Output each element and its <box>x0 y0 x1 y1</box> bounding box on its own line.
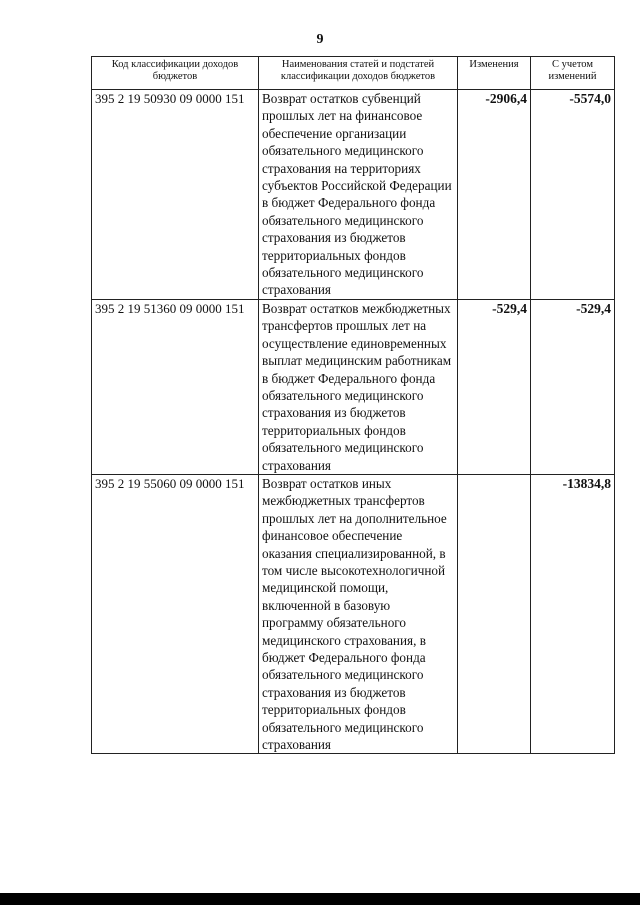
row-total: -529,4 <box>531 299 615 474</box>
row-code: 395 2 19 55060 09 0000 151 <box>92 474 259 754</box>
table-row <box>92 90 615 300</box>
row-name: Возврат остатков межбюджетных трансфертов прошлых лет на осуществление единовременных выплат медицинским работникам в бюджет Федерального фонда обязательного медицинского страхования из бюджетов территориальных фондов обязательного медицинского страхования <box>259 299 458 474</box>
row-total: -5574,0 <box>531 90 615 300</box>
row-change <box>458 474 531 754</box>
row-name: Возврат остатков субвенций прошлых лет на финансовое обеспечение организации обязательного медицинского страхования на территориях субъектов Российской Федерации в бюджет Федерального фонда обязательного медицинского страхования из бюджетов территориальных фондов обязательного медицинского страхования <box>259 90 458 300</box>
row-change: -529,4 <box>458 299 531 474</box>
table-row <box>92 299 615 474</box>
row-name: Возврат остатков иных межбюджетных трансфертов прошлых лет на дополнительное финансовое обеспечение оказания специализированной, в том числе высокотехнологичной медицинской помощи, включенной в базовую программу обязательного медицинского страхования, в бюджет Федерального фонда обязательного медицинского страхования из бюджетов территориальных фондов обязательного медицинского страхования <box>259 474 458 754</box>
header-code: Код классификации доходов бюджетов <box>92 57 259 90</box>
page-number: 9 <box>316 32 324 47</box>
row-total: -13834,8 <box>531 474 615 754</box>
table-header-row <box>92 57 615 90</box>
budget-revenue-table <box>91 56 615 754</box>
header-total: С учетом изменений <box>531 57 615 90</box>
header-name: Наименования статей и подстатей классификации доходов бюджетов <box>259 57 458 90</box>
header-change: Изменения <box>458 57 531 90</box>
table-row <box>92 474 615 754</box>
row-code: 395 2 19 50930 09 0000 151 <box>92 90 259 300</box>
scan-edge-bar <box>0 893 640 905</box>
row-code: 395 2 19 51360 09 0000 151 <box>92 299 259 474</box>
row-change: -2906,4 <box>458 90 531 300</box>
